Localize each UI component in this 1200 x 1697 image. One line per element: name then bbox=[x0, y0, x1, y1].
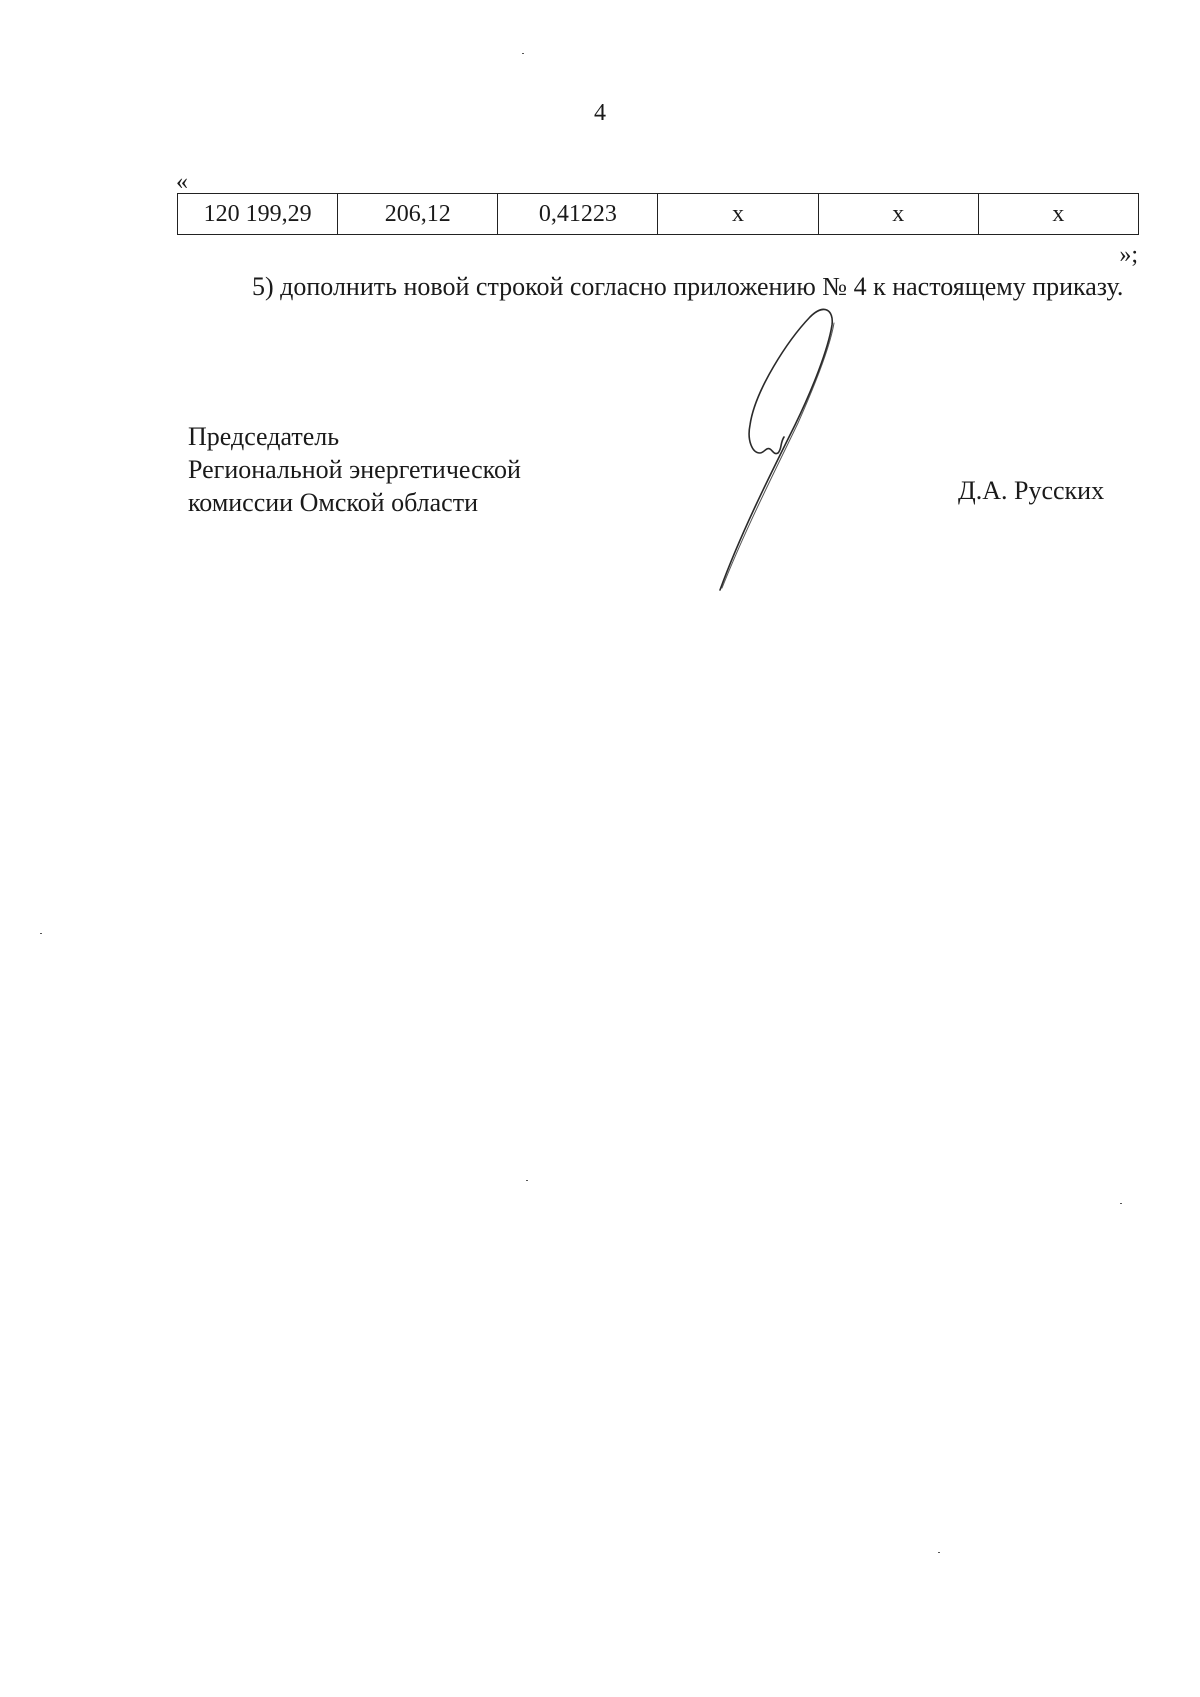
tariff-table bbox=[177, 193, 1139, 235]
scan-speck bbox=[526, 1180, 528, 1181]
closing-quote-mark: »; bbox=[1119, 242, 1138, 268]
page-number: 4 bbox=[594, 100, 606, 126]
signer-title-line: комиссии Омской области bbox=[188, 488, 478, 517]
scan-speck bbox=[938, 1552, 940, 1553]
handwritten-signature bbox=[700, 305, 860, 595]
table-cell: x bbox=[818, 194, 978, 235]
signer-title bbox=[188, 420, 521, 519]
signer-title-line: Региональной энергетической bbox=[188, 455, 521, 484]
amendment-paragraph: 5) дополнить новой строкой согласно приложению № 4 к настоящему приказу. bbox=[252, 272, 1124, 301]
signer-title-line: Председатель bbox=[188, 422, 340, 451]
table-cell: 120 199,29 bbox=[178, 194, 338, 235]
table-row bbox=[178, 194, 1139, 235]
opening-quote-mark: « bbox=[176, 169, 188, 195]
scan-speck bbox=[40, 933, 42, 934]
table-cell: x bbox=[658, 194, 818, 235]
signer-name: Д.А. Русских bbox=[958, 476, 1105, 505]
scan-speck bbox=[1120, 1203, 1122, 1204]
scan-speck bbox=[522, 53, 524, 54]
table-cell: x bbox=[978, 194, 1138, 235]
table-cell: 0,41223 bbox=[498, 194, 658, 235]
table-cell: 206,12 bbox=[338, 194, 498, 235]
